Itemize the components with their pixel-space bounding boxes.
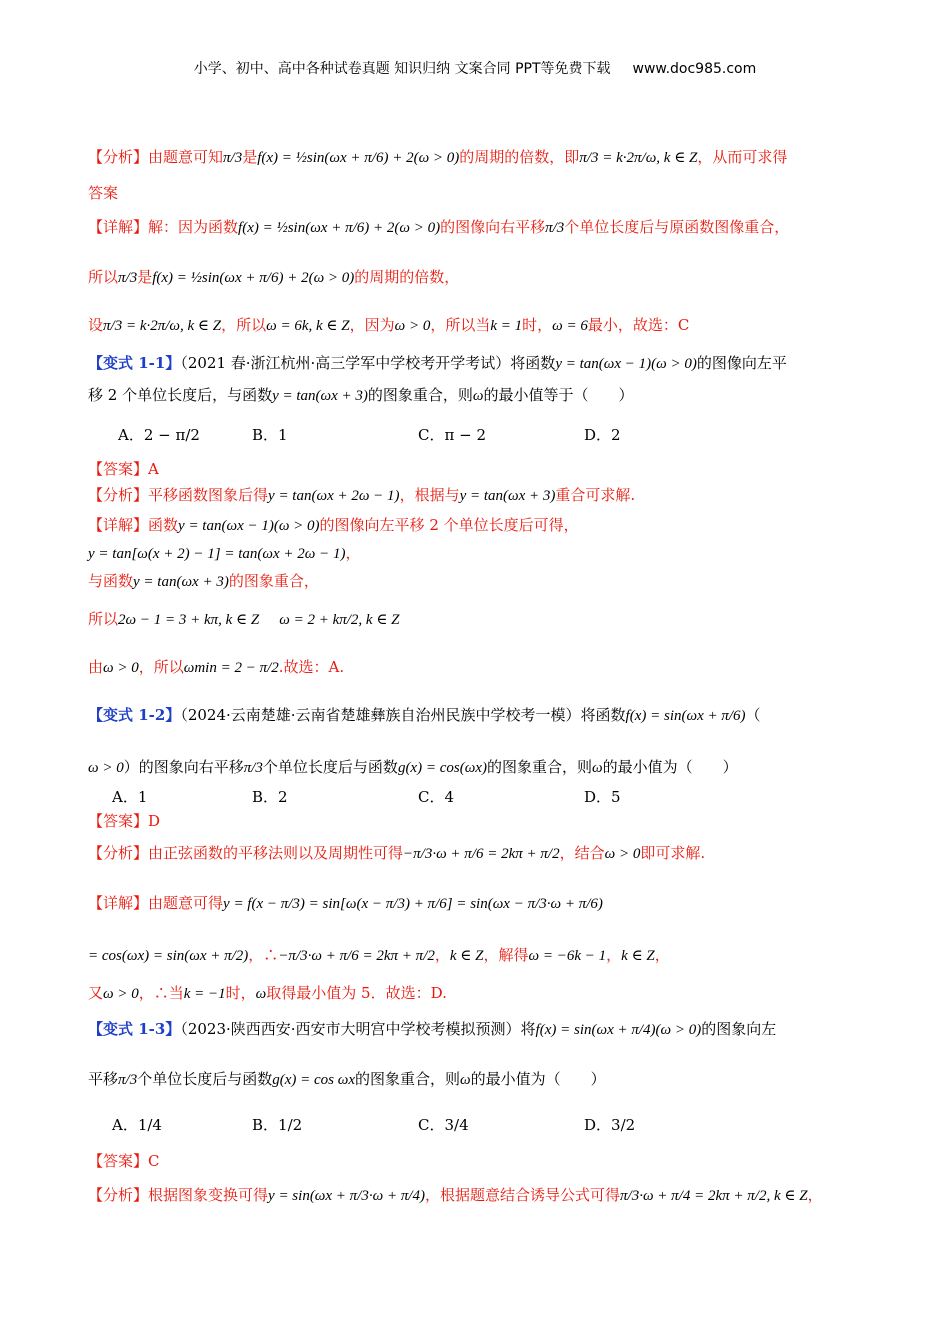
question-1-1-line-2: 移 2 个单位长度后，与函数y = tan(ωx + 3)的图象重合，则ω的最小值等于（ ） <box>88 386 634 404</box>
question-1-3-line-2: 平移π/3个单位长度后与函数g(x) = cos ωx的图象重合，则ω的最小值为（ ） <box>88 1070 606 1088</box>
analysis-line: 【分析】由正弦函数的平移法则以及周期性可得−π/3·ω + π/6 = 2kπ + π/2，结合ω > 0即可求解. <box>88 844 706 862</box>
detail-formula: y = tan[ω(x + 2) − 1] = tan(ωx + 2ω − 1)， <box>88 544 361 562</box>
detail-line: 【详解】函数y = tan(ωx − 1)(ω > 0)的图像向左平移 2 个单位长度后可得， <box>88 516 579 534</box>
detail-line-3: 又ω > 0，∴当k = −1时，ω取得最小值为 5．故选：D. <box>88 984 447 1002</box>
analysis-line: 【分析】根据图象变换可得y = sin(ωx + π/3·ω + π/4)，根据题意结合诱导公式可得π/3·ω + π/4 = 2kπ + π/2, k ∈ Z， <box>88 1186 823 1204</box>
answer-line: 【答案】D <box>88 812 161 830</box>
option-a[interactable]: A．2 − π/2 <box>118 426 200 444</box>
option-a[interactable]: A．1 <box>112 788 148 806</box>
header-text: 小学、初中、高中各种试卷真题 知识归纳 文案合同 PPT等免费下载 <box>193 61 611 77</box>
question-1-3: 【变式 1-3】（2023·陕西西安·西安市大明宫中学校考模拟预测）将f(x) = sin(ωx + π/4)(ω > 0)的图象向左 <box>88 1020 777 1038</box>
option-b[interactable]: B．2 <box>252 788 288 806</box>
option-d[interactable]: D．5 <box>584 788 621 806</box>
answer-line: 【答案】C <box>88 1152 160 1170</box>
analysis-line: 【分析】平移函数图象后得y = tan(ωx + 2ω − 1)，根据与y = tan(ωx + 3)重合可求解. <box>88 486 636 504</box>
option-d[interactable]: D．3/2 <box>584 1116 636 1134</box>
option-b[interactable]: B．1 <box>252 426 288 444</box>
analysis-line-2: 答案 <box>88 184 119 202</box>
option-d[interactable]: D．2 <box>584 426 621 444</box>
option-c[interactable]: C．4 <box>418 788 455 806</box>
header-url[interactable]: www.doc985.com <box>632 61 757 77</box>
question-1-2: 【变式 1-2】（2024·云南楚雄·云南省楚雄彝族自治州民族中学校考一模）将函数f(x) = sin(ωx + π/6)（ <box>88 706 761 724</box>
detail-line: 【详解】由题意可得y = f(x − π/3) = sin[ω(x − π/3) + π/6] = sin(ωx − π/3·ω + π/6) <box>88 894 603 912</box>
analysis-line: 【分析】由题意可知π/3是f(x) = ½sin(ωx + π/6) + 2(ω > 0)的周期的倍数，即π/3 = k·2π/ω, k ∈ Z，从而可求得 <box>88 148 788 166</box>
detail-line-4: 所以2ω − 1 = 3 + kπ, k ∈ Z ω = 2 + kπ/2, k ∈ Z <box>88 610 400 628</box>
answer-line: 【答案】A <box>88 460 159 478</box>
option-a[interactable]: A．1/4 <box>112 1116 162 1134</box>
option-c[interactable]: C．π − 2 <box>418 426 486 444</box>
page-header <box>0 58 950 78</box>
option-b[interactable]: B．1/2 <box>252 1116 303 1134</box>
detail-line-5: 由ω > 0，所以ωmin = 2 − π/2.故选：A. <box>88 658 345 676</box>
detail-line-2: = cos(ωx) = sin(ωx + π/2)，∴−π/3·ω + π/6 = 2kπ + π/2，k ∈ Z，解得ω = −6k − 1，k ∈ Z， <box>88 946 670 964</box>
detail-line: 【详解】解：因为函数f(x) = ½sin(ωx + π/6) + 2(ω > 0)的图像向右平移π/3个单位长度后与原函数图像重合， <box>88 218 790 236</box>
detail-line-2: 所以π/3是f(x) = ½sin(ωx + π/6) + 2(ω > 0)的周期的倍数， <box>88 268 460 286</box>
question-1-1: 【变式 1-1】（2021 春·浙江杭州·高三学军中学校考开学考试）将函数y = tan(ωx − 1)(ω > 0)的图像向左平 <box>88 354 787 372</box>
question-1-2-line-2: ω > 0）的图象向右平移π/3个单位长度后与函数g(x) = cos(ωx)的图象重合，则ω的最小值为（ ） <box>88 758 738 776</box>
option-c[interactable]: C．3/4 <box>418 1116 469 1134</box>
detail-line-3: 与函数y = tan(ωx + 3)的图象重合， <box>88 572 319 590</box>
detail-line-3: 设π/3 = k·2π/ω, k ∈ Z，所以ω = 6k, k ∈ Z，因为ω > 0，所以当k = 1时，ω = 6最小，故选：C <box>88 316 690 334</box>
